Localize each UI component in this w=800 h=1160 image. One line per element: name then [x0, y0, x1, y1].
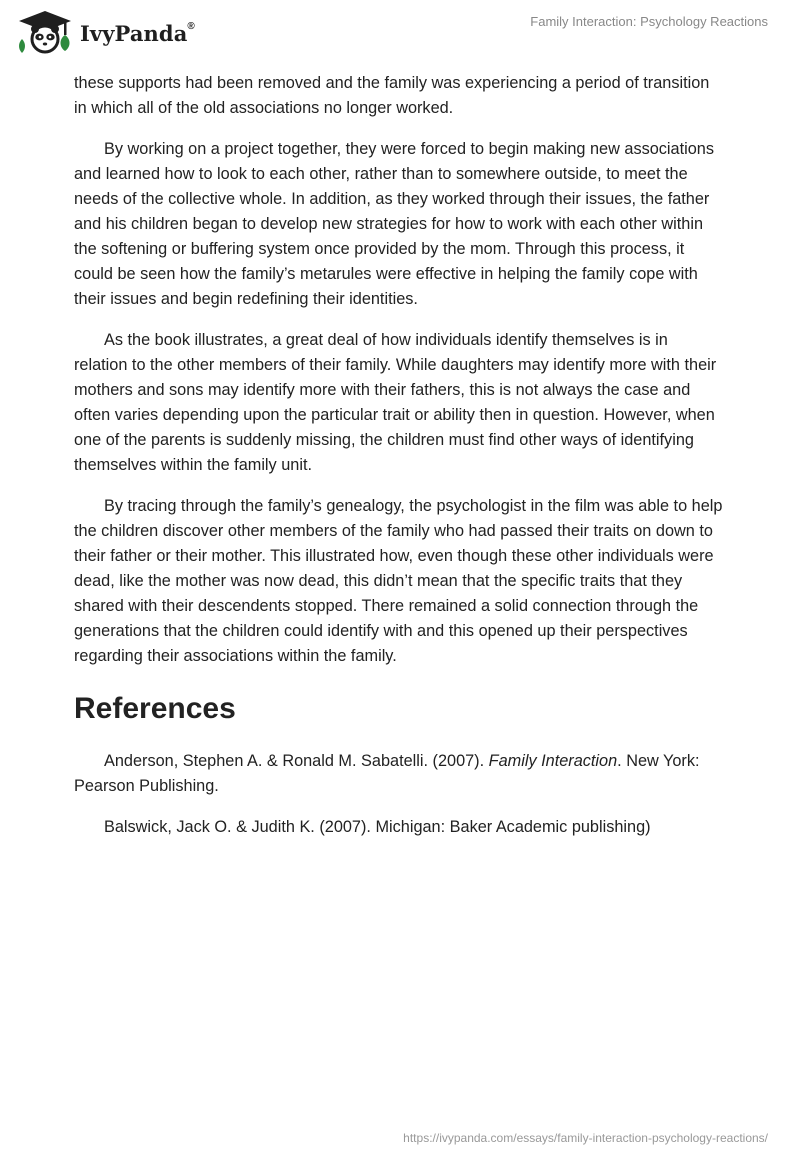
- ivypanda-logo[interactable]: [15, 9, 195, 55]
- reference-item: [74, 815, 724, 840]
- reference-text: Balswick, Jack O. & Judith K. (2007). Michigan: Baker Academic publishing): [104, 818, 651, 836]
- references-heading: References: [74, 692, 236, 725]
- reference-text: . New York: Pearson Publishing.: [74, 752, 700, 795]
- brand-name: IvyPanda®: [80, 20, 195, 46]
- reference-title: Family Interaction: [488, 752, 618, 770]
- panda-graduate-icon: [15, 9, 75, 55]
- source-url-link[interactable]: https://ivypanda.com/essays/family-interaction-psychology-reactions/: [403, 1131, 768, 1145]
- page-header: [0, 0, 800, 70]
- reference-item: [74, 749, 724, 799]
- body-paragraph: By working on a project together, they were forced to begin making new associations and learned how to look to each other, rather than to somewhere outside, to meet the needs of the collective whole. In addition, as they worked through their issues, the father and his children began to develop new strategies for how to work with each other within the softening or buffering system once provided by the mom. Through this process, it could be seen how the family’s metarules were effective in helping the family cope with their issues and begin redefining their identities.: [74, 140, 714, 308]
- body-paragraph: these supports had been removed and the family was experiencing a period of transition in which all of the old associations no longer worked.: [74, 74, 710, 117]
- reference-text: Anderson, Stephen A. & Ronald M. Sabatelli. (2007).: [104, 752, 489, 770]
- body-paragraph: By tracing through the family’s genealogy, the psychologist in the film was able to help the children discover other members of the family who had passed their traits on down to their father or their mother. This illustrated how, even though these other individuals were dead, like the mother was now dead, this didn’t mean that the specific traits that they shared with their descendents stopped. There remained a solid connection through the generations that the children could identify with and this opened up their perspectives regarding their associations within the family.: [74, 497, 723, 665]
- running-title: Family Interaction: Psychology Reactions: [530, 14, 768, 29]
- essay-content: [74, 71, 724, 856]
- body-paragraph: As the book illustrates, a great deal of how individuals identify themselves is in relation to the other members of their family. While daughters may identify more with their mothers and sons may identify more with their fathers, this is not always the case and often varies depending upon the particular trait or ability then in question. However, when one of the parents is suddenly missing, the children must find other ways of identifying themselves within the family unit.: [74, 331, 717, 474]
- registered-mark: ®: [187, 20, 195, 32]
